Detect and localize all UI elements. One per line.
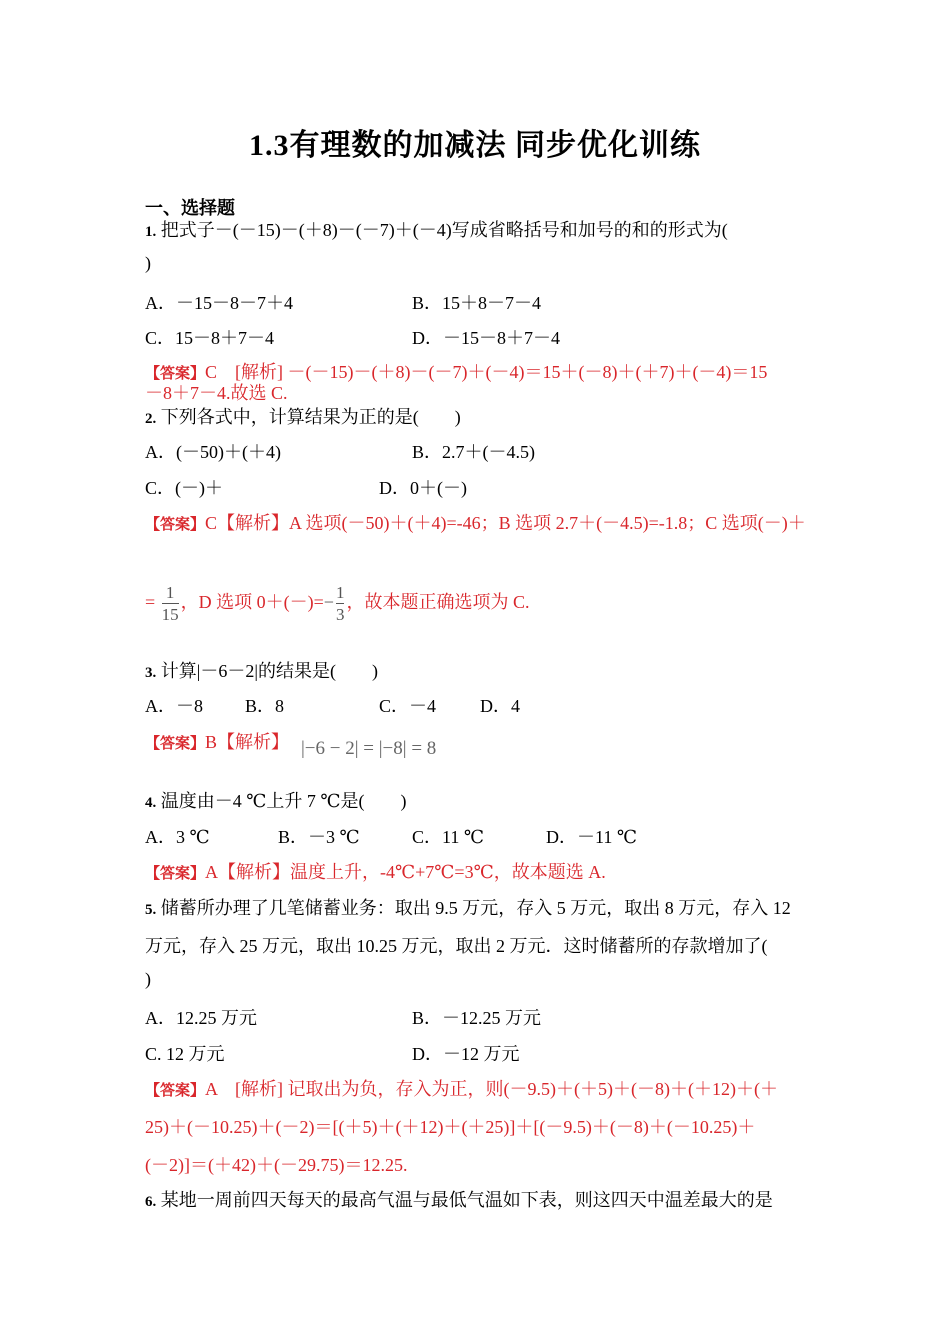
section-heading: 一、选择题 (145, 198, 235, 218)
q3-option-c: C．－4 (379, 696, 437, 716)
answer-text: A【解析】温度上升，-4℃+7℃=3℃，故本题选 A. (205, 862, 606, 882)
answer-text: B【解析】 (205, 732, 290, 752)
question-4 (145, 787, 407, 813)
question-number: 2. (145, 411, 157, 427)
q3-answer (145, 728, 289, 754)
answer-text: ，D 选项 0＋(－)= (180, 592, 324, 613)
page-title: 1.3有理数的加减法 同步优化训练 (249, 129, 701, 162)
q5-option-a: A．12.25 万元 (145, 1008, 257, 1028)
question-text: 温度由－4 ℃上升 7 ℃是( ) (156, 791, 407, 811)
q4-option-d: D．－11 ℃ (546, 827, 637, 847)
question-text: 下列各式中，计算结果为正的是( ) (156, 407, 461, 427)
question-2 (145, 403, 461, 429)
answer-text: ，故本题正确选项为 C. (346, 592, 530, 613)
q4-answer (145, 858, 606, 884)
q1-option-a: A．－15－8－7＋4 (145, 293, 293, 313)
minus-sign: − (323, 592, 334, 613)
q1-option-c: C．15－8＋7－4 (145, 328, 275, 348)
q5-option-d: D．－12 万元 (412, 1044, 520, 1064)
question-6 (145, 1186, 773, 1212)
answer-tag: 【答案】 (145, 736, 206, 752)
q5-answer-line-3: (－2)]＝(＋42)＋(－29.75)＝12.25. (145, 1155, 408, 1175)
q2-answer-line-2 (145, 583, 529, 625)
question-3 (145, 657, 378, 683)
question-text: 计算|－6－2|的结果是( ) (156, 661, 378, 681)
question-5-line-3: ) (145, 969, 151, 989)
question-1-line-1 (145, 216, 728, 242)
answer-text: A [解析] 记取出为负，存入为正，则(－9.5)＋(＋5)＋(－8)＋(＋12)＋(＋ (205, 1079, 778, 1099)
q1-option-d: D．－15－8＋7－4 (412, 328, 560, 348)
question-number: 6. (145, 1194, 157, 1210)
answer-tag: 【答案】 (145, 366, 206, 382)
question-text: 把式子－(－15)－(＋8)－(－7)＋(－4)写成省略括号和加号的和的形式为( (156, 220, 728, 240)
question-number: 1. (145, 224, 157, 240)
fraction-denominator: 3 (335, 605, 345, 624)
question-5-line-2: 万元，存入 25 万元，取出 10.25 万元，取出 2 万元．这时储蓄所的存款增加了( (145, 936, 768, 956)
equals-sign: = (145, 592, 160, 613)
q3-math-expression: |−6 − 2| = |−8| = 8 (301, 738, 437, 759)
q5-answer-line-2: 25)＋(－10.25)＋(－2)＝[(＋5)＋(＋12)＋(＋25)]＋[(－9.5)＋(－8)＋(－10.25)＋ (145, 1117, 756, 1137)
question-number: 3. (145, 665, 157, 681)
q5-answer-line-1 (145, 1075, 778, 1101)
question-1-line-2: ) (145, 253, 151, 273)
question-5-line-1 (145, 894, 791, 920)
fraction-denominator: 15 (161, 605, 179, 624)
question-number: 5. (145, 902, 157, 918)
q2-option-a: A．(－50)＋(＋4) (145, 442, 281, 462)
answer-text: C【解析】A 选项(－50)＋(＋4)=-46；B 选项 2.7＋(－4.5)=-1.8；C 选项(－)＋ (205, 513, 806, 533)
answer-tag: 【答案】 (145, 1083, 206, 1099)
q3-option-d: D．4 (480, 696, 520, 716)
q2-option-c: C．(－)＋ (145, 478, 223, 498)
q4-option-c: C．11 ℃ (412, 827, 484, 847)
q1-answer-line-2: －8＋7－4.故选 C. (145, 383, 288, 403)
fraction-one-fifteenth (162, 583, 179, 625)
q4-option-b: B．－3 ℃ (278, 827, 360, 847)
answer-tag: 【答案】 (145, 866, 206, 882)
q5-option-b: B．－12.25 万元 (412, 1008, 542, 1028)
q5-option-c: C. 12 万元 (145, 1044, 225, 1064)
answer-tag: 【答案】 (145, 517, 206, 533)
fraction-numerator: 1 (165, 583, 175, 602)
q3-option-b: B．8 (245, 696, 285, 716)
answer-text: C [解析] －(－15)－(＋8)－(－7)＋(－4)＝15＋(－8)＋(＋7)＋(－4)＝15 (205, 362, 768, 382)
q2-option-b: B．2.7＋(－4.5) (412, 442, 535, 462)
question-text: 储蓄所办理了几笔储蓄业务：取出 9.5 万元，存入 5 万元，取出 8 万元，存入 12 (156, 898, 791, 918)
q2-answer-line-1 (145, 509, 806, 535)
fraction-one-third (336, 583, 345, 625)
q2-option-d: D．0＋(－) (379, 478, 467, 498)
q3-option-a: A．－8 (145, 696, 203, 716)
fraction-numerator: 1 (335, 583, 345, 602)
q1-option-b: B．15＋8－7－4 (412, 293, 542, 313)
question-text: 某地一周前四天每天的最高气温与最低气温如下表，则这四天中温差最大的是 (156, 1190, 773, 1210)
q4-option-a: A．3 ℃ (145, 827, 210, 847)
question-number: 4. (145, 795, 157, 811)
